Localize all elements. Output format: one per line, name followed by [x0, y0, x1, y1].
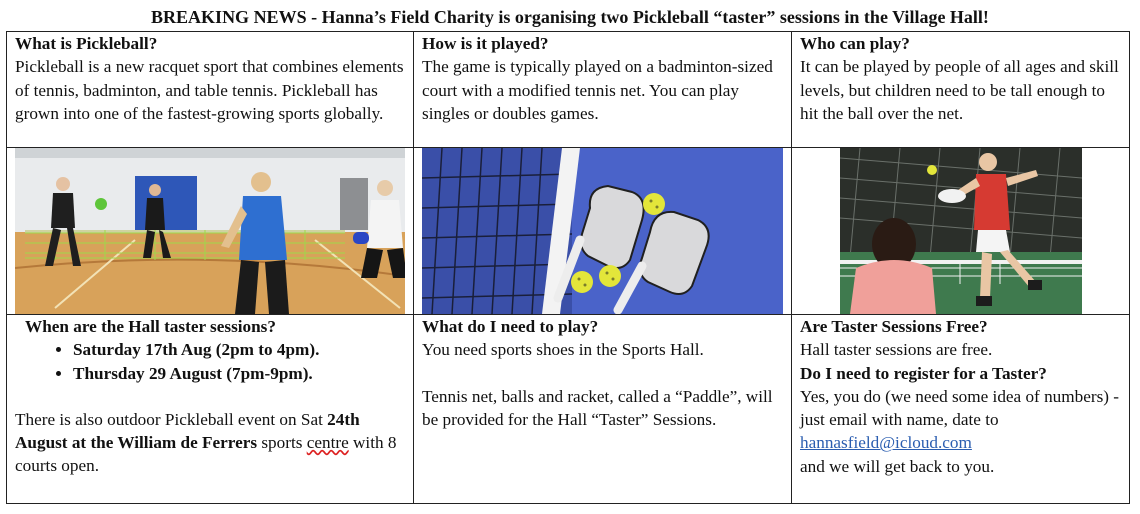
- sessions-heading: When are the Hall taster sessions?: [25, 317, 276, 336]
- register-text-body: Yes, you do (we need some idea of numbers) - just email with name, date to: [800, 386, 1120, 430]
- need-line-1: You need sports shoes in the Sports Hall.: [422, 340, 704, 360]
- free-heading: Are Taster Sessions Free?: [800, 317, 988, 336]
- what-is-heading: What is Pickleball?: [15, 34, 158, 53]
- outdoor-word-centre: centre: [306, 433, 349, 453]
- who-play-cell: [792, 32, 1130, 148]
- email-link[interactable]: hannasfield@icloud.com: [800, 433, 972, 453]
- session-date-item: • Saturday 17th Aug (2pm to 4pm).: [73, 338, 405, 361]
- what-is-cell: [7, 32, 414, 148]
- who-play-body: It can be played by people of all ages and skill levels, but children need to be tall enough to hit the ball over the net.: [800, 57, 1119, 123]
- kids-playing-photo: [840, 148, 1082, 314]
- closing-text: and we will get back to you.: [800, 456, 995, 476]
- info-grid: [6, 31, 1130, 504]
- register-text: [800, 385, 1121, 455]
- gym-photo-cell: [7, 148, 414, 315]
- how-played-heading: How is it played?: [422, 34, 549, 53]
- free-answer: Hall taster sessions are free.: [800, 340, 993, 360]
- outdoor-rest-1: sports: [257, 433, 307, 453]
- how-played-body: The game is typically played on a badminton-sized court with a modified tennis net. You can play singles or doubles games.: [422, 57, 773, 123]
- headline: BREAKING NEWS - Hanna’s Field Charity is organising two Pickleball “taster” sessions in the Village Hall!: [151, 7, 989, 27]
- sessions-cell: [7, 315, 414, 504]
- register-heading: Do I need to register for a Taster?: [800, 363, 1047, 383]
- outdoor-event-text: [15, 408, 405, 478]
- free-cell: [792, 315, 1130, 504]
- gym-doubles-photo: [15, 148, 405, 314]
- outdoor-rest-2: with 8 courts open.: [15, 433, 397, 476]
- what-is-body: Pickleball is a new racquet sport that combines elements of tennis, badminton, and table tennis. Pickleball has grown into one of the fastest-growing sports globally.: [15, 57, 404, 123]
- outdoor-intro: There is also outdoor Pickleball event on Sat: [15, 409, 328, 429]
- paddles-photo-cell: [414, 148, 792, 315]
- need-cell: [414, 315, 792, 504]
- who-play-heading: Who can play?: [800, 34, 910, 53]
- need-line-2: Tennis net, balls and racket, called a “Paddle”, will be provided for the Hall “Taster” Sessions.: [422, 386, 773, 429]
- outdoor-venue: 24th August at the William de Ferrers: [15, 409, 360, 453]
- need-heading: What do I need to play?: [422, 317, 599, 336]
- paddles-on-court-photo: [422, 148, 783, 314]
- how-played-cell: [414, 32, 792, 148]
- session-dates-list: [15, 338, 405, 385]
- kids-photo-cell: [792, 148, 1130, 315]
- session-date-item: • Thursday 29 August (7pm-9pm).: [73, 362, 405, 385]
